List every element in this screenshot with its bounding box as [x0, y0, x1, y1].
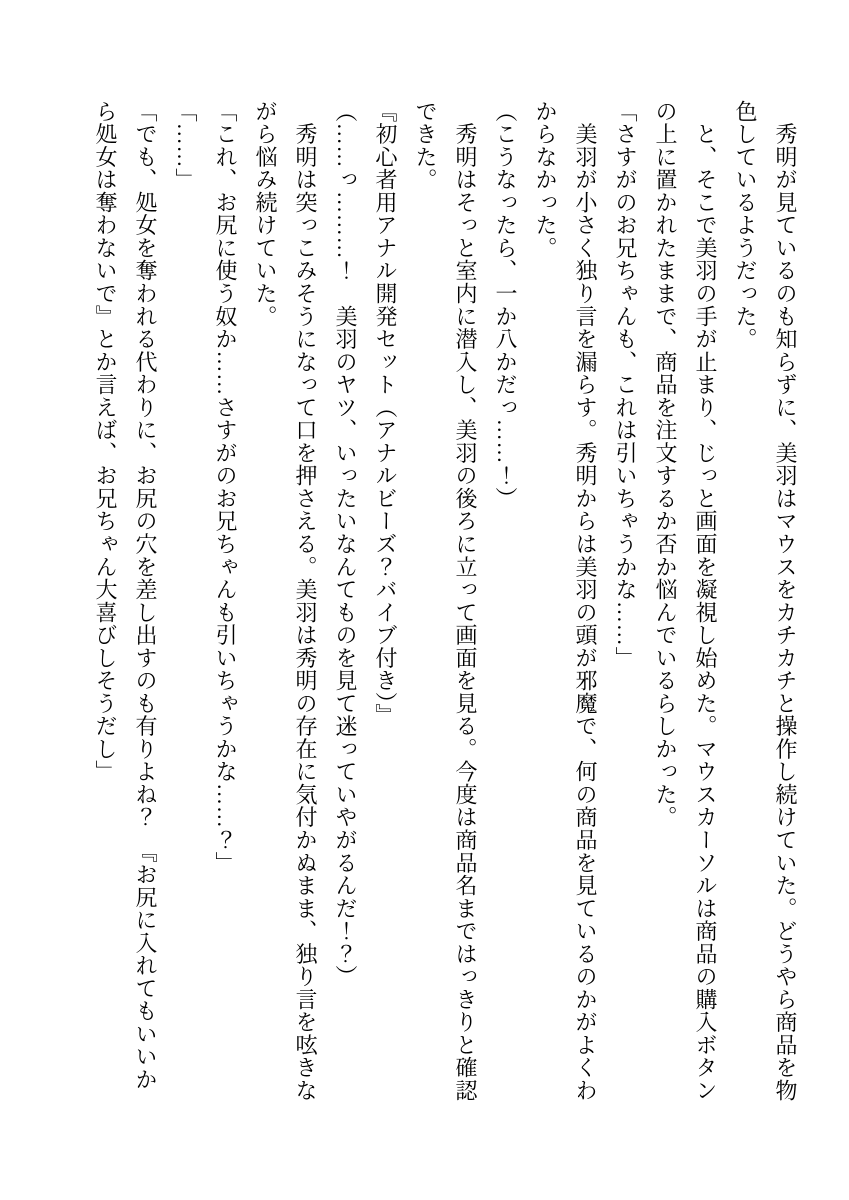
paragraph-8: （……っ………！ 美羽のヤツ、いったいなんてものを見て迷っていやがるんだ！？） — [333, 100, 358, 989]
paragraph-9: 秀明は突っこみそうになって口を押さえる。美羽は秀明の存在に気付かぬまま、独り言を呟きながら悩み続けていた。 — [253, 100, 318, 1102]
paragraph-10: 「これ、お尻に使う奴か……さすがのお兄ちゃんも引いちゃうかな……？」 — [213, 100, 238, 875]
novel-text-body — [85, 100, 805, 1110]
paragraph-12: 「でも、処女を奪われる代わりに、お尻の穴を差し出すのも有りよね？ 『お尻に入れてもいいから処女は奪わないで』とか言えば、お兄ちゃん大喜びしそうだし」 — [93, 100, 158, 1091]
paragraph-11: 「……」 — [173, 100, 198, 192]
paragraph-2: と、そこで美羽の手が止まり、じっと画面を凝視し始めた。マウスカーソルは商品の購入ボタンの上に置かれたままで、商品を注文するか否か悩んでいるらしかった。 — [653, 100, 718, 1102]
paragraph-7: 『初心者用アナル開発セット（アナルビーズ？バイブ付き）』 — [373, 100, 398, 727]
paragraph-4: 美羽が小さく独り言を漏らす。秀明からは美羽の頭が邪魔で、何の商品を見ているのかがよくわからなかった。 — [533, 100, 598, 1102]
paragraph-5: （こうなったら、一か八かだっ……！） — [493, 100, 518, 510]
paragraph-3: 「さすがのお兄ちゃんも、これは引いちゃうかな……」 — [613, 100, 638, 670]
paragraph-1: 秀明が見ているのも知らずに、美羽はマウスをカチカチと操作し続けていた。どうやら商品を物色しているようだった。 — [733, 100, 798, 1102]
paragraph-6: 秀明はそっと室内に潜入し、美羽の後ろに立って画面を見る。今度は商品名まではっきりと確認できた。 — [413, 100, 478, 1102]
